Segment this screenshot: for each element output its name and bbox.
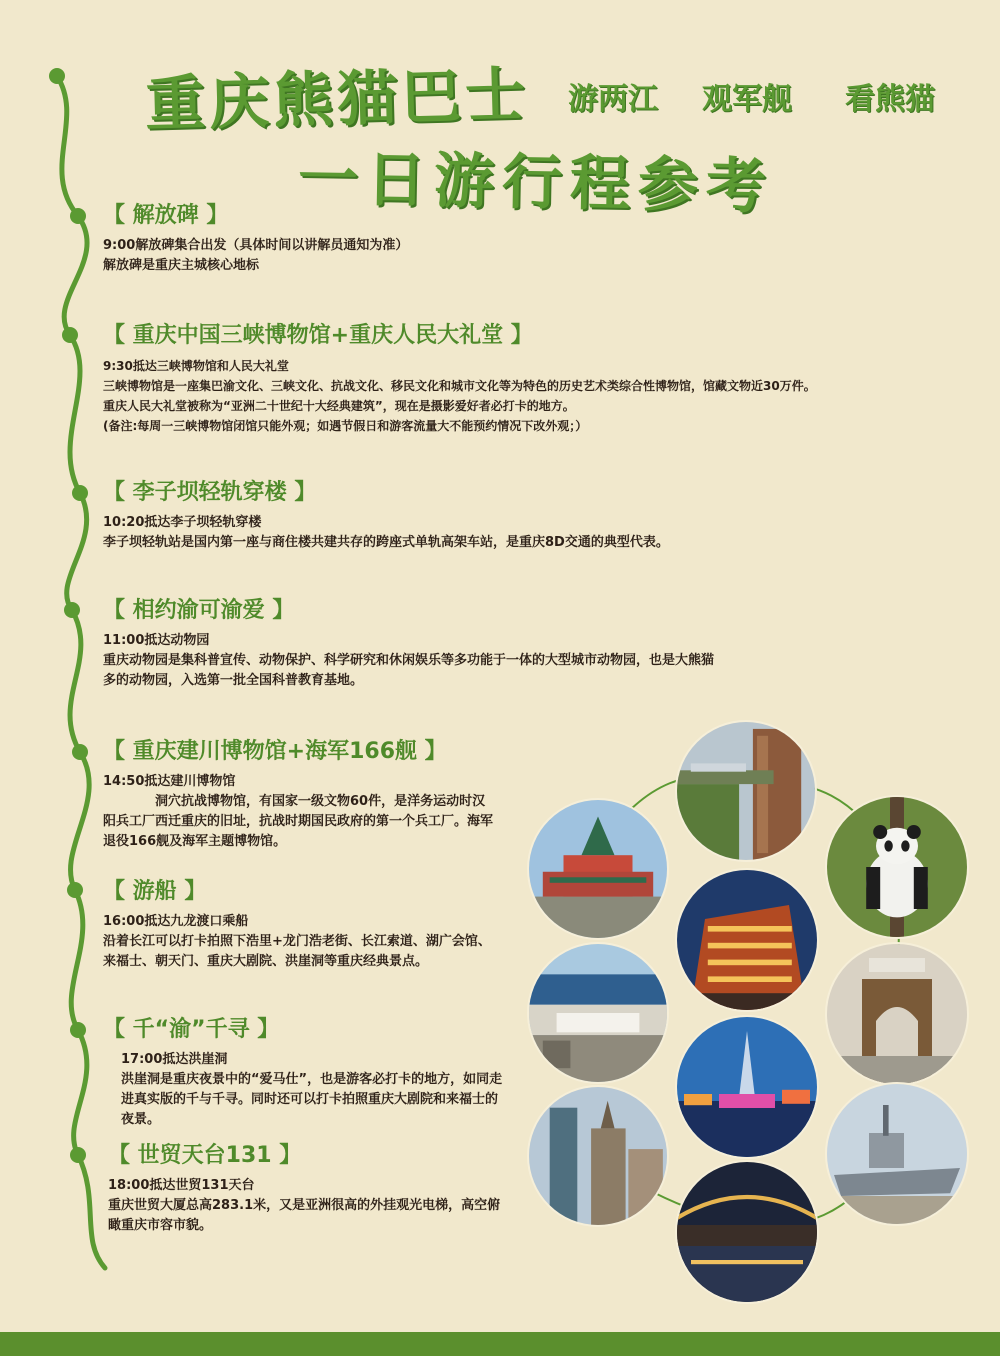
stop-line: 重庆人民大礼堂被称为“亚洲二十世纪十大经典建筑”，现在是摄影爱好者必打卡的地方。 [103,399,575,413]
stop-title: 【 相约渝可渝爱 】 [103,598,295,623]
stop-line: 17:00抵达洪崖洞 [121,1052,228,1067]
photo-panda [825,795,969,939]
stop-title: 【 世贸天台131 】 [108,1143,302,1168]
stop-line: 洞穴抗战博物馆，有国家一级文物60件，是洋务运动时汉阳兵工厂西迁重庆的旧址，抗战时期国民政府的第一个兵工厂。海军退役166舰及海军主题博物馆。 [103,794,494,849]
stop-line: 10:20抵达李子坝轻轨穿楼 [103,515,262,530]
page-title: 重庆熊猫巴士 [144,59,530,141]
stop-line: 多的动物园，入选第一批全国科普教育基地。 [103,673,364,688]
stop-title: 【 重庆建川博物馆+海军166舰 】 [103,739,447,764]
stop-line: 李子坝轻轨站是国内第一座与商住楼共建共存的跨座式单轨高架车站，是重庆8D交通的典型代表。 [103,535,669,550]
stop-line: 三峡博物馆是一座集巴渝文化、三峡文化、抗战文化、移民文化和城市文化等为特色的历史艺术类综合性博物馆，馆藏文物近30万件。 [103,379,816,393]
stop-line: 18:00抵达世贸131天台 [108,1178,255,1193]
stop-title: 【 游船 】 [103,879,207,904]
stop-line: 沿着长江可以打卡拍照下浩里+龙门浩老街、长江索道、湖广会馆、来福士、朝天门、重庆大剧院、洪崖洞等重庆经典景点。 [103,934,491,969]
photo-hongyadong [675,868,819,1012]
bottom-bar [0,1332,1000,1356]
photo-three-gorges-museum [527,942,669,1084]
stop-line: (备注:每周一三峡博物馆闭馆只能外观；如遇节假日和游客流量大不能预约情况下改外观；） [103,419,588,433]
page-subtitle: 一日游行程参考 [297,143,775,223]
photo-great-hall [527,798,669,940]
stop-title: 【 解放碑 】 [103,203,229,228]
photo-navy-166-ship [825,1082,969,1226]
stop-line: 16:00抵达九龙渡口乘船 [103,914,249,929]
photo-jianchuan-museum [825,942,969,1086]
stop-line: 洪崖洞是重庆夜景中的“爱马仕”，也是游客必打卡的地方，如同走进真实版的千与千寻。同时还可以打卡拍照重庆大剧院和来福士的夜景。 [121,1072,503,1127]
tag-warship: 观军舰 [702,82,792,117]
photo-liziba-monorail [675,720,817,862]
photo-city-night [675,1160,819,1304]
stop-line: 解放碑是重庆主城核心地标 [103,258,260,273]
stop-line: 11:00抵达动物园 [103,633,210,648]
stop-line: 14:50抵达建川博物馆 [103,774,236,789]
stop-title: 【 千“渝”千寻 】 [103,1017,280,1042]
stop-line: 重庆世贸大厦总高283.1米，又是亚洲很高的外挂观光电梯，高空俯瞰重庆市容市貌。 [108,1198,501,1233]
stop-line: 重庆动物园是集科普宣传、动物保护、科学研究和休闲娱乐等多功能于一体的大型城市动物园，也是大熊猫 [103,653,715,668]
photo-wtc-tower [527,1085,669,1227]
stop-line: 9:00解放碑集合出发（具体时间以讲解员通知为准） [103,238,409,253]
stop-title: 【 重庆中国三峡博物馆+重庆人民大礼堂 】 [103,323,533,348]
tag-panda: 看熊猫 [845,82,935,117]
stop-title: 【 李子坝轻轨穿楼 】 [103,480,317,505]
tag-two-rivers: 游两江 [568,82,658,117]
stop-line: 9:30抵达三峡博物馆和人民大礼堂 [103,359,289,373]
photo-night-cruise [675,1015,819,1159]
